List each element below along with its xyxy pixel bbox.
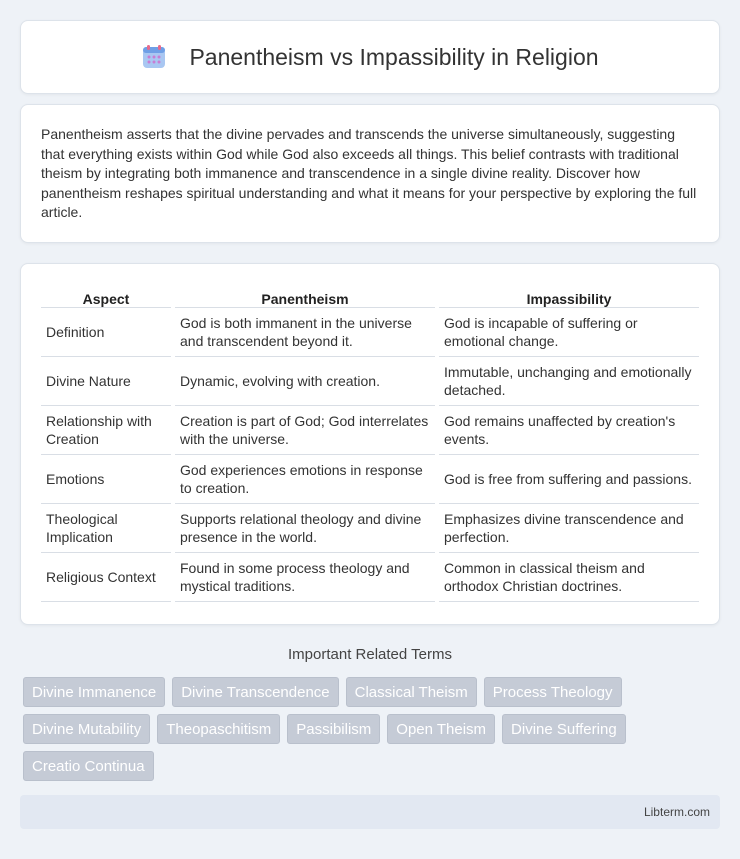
table-cell: Relationship with Creation: [41, 406, 171, 455]
related-term-tag[interactable]: Passibilism: [287, 714, 380, 744]
table-cell: God is both immanent in the universe and transcendent beyond it.: [175, 308, 435, 357]
column-header: Panentheism: [175, 284, 435, 308]
column-header: Aspect: [41, 284, 171, 308]
table-cell: Supports relational theology and divine presence in the world.: [175, 504, 435, 553]
footer-site-link[interactable]: Libterm.com: [643, 805, 710, 819]
table-cell: God is incapable of suffering or emotional change.: [439, 308, 699, 357]
related-term-tag[interactable]: Divine Suffering: [502, 714, 626, 744]
related-term-tag[interactable]: Classical Theism: [346, 677, 477, 707]
table-row: [41, 308, 699, 357]
column-header: Impassibility: [439, 284, 699, 308]
related-term-tag[interactable]: Open Theism: [387, 714, 495, 744]
table-cell: Divine Nature: [41, 357, 171, 406]
table-cell: God is free from suffering and passions.: [439, 455, 699, 504]
table-row: [41, 357, 699, 406]
related-term-tag[interactable]: Divine Transcendence: [172, 677, 338, 707]
related-term-tag[interactable]: Divine Immanence: [23, 677, 165, 707]
comparison-table: [37, 284, 703, 602]
table-cell: God experiences emotions in response to creation.: [175, 455, 435, 504]
table-cell: Immutable, unchanging and emotionally detached.: [439, 357, 699, 406]
related-term-tag[interactable]: Divine Mutability: [23, 714, 150, 744]
intro-text: Panentheism asserts that the divine pervades and transcends the universe simultaneously, suggesting that everything exists within God while God also exceeds all things. This belief contrasts with traditional theism by integrating both immanence and transcendence in a single divine reality. Discover how panentheism reshapes spiritual understanding and what it means for your perspective by exploring the full article.: [41, 126, 697, 221]
related-term-tag[interactable]: Process Theology: [484, 677, 622, 707]
footer: [20, 795, 720, 829]
calendar-icon: [141, 44, 167, 70]
table-cell: Creation is part of God; God interrelates with the universe.: [175, 406, 435, 455]
table-cell: Theological Implication: [41, 504, 171, 553]
related-terms-title: Important Related Terms: [288, 646, 452, 663]
comparison-table-card: [20, 263, 720, 625]
table-row: [41, 406, 699, 455]
table-row: [41, 455, 699, 504]
intro-card: [20, 104, 720, 243]
table-row: [41, 553, 699, 602]
table-cell: Definition: [41, 308, 171, 357]
table-header-row: [41, 284, 699, 308]
table-cell: Found in some process theology and mystical traditions.: [175, 553, 435, 602]
related-terms-list: [23, 677, 723, 781]
table-cell: Emphasizes divine transcendence and perfection.: [439, 504, 699, 553]
table-cell: Religious Context: [41, 553, 171, 602]
related-term-tag[interactable]: Creatio Continua: [23, 751, 154, 781]
header-card: [20, 20, 720, 94]
related-term-tag[interactable]: Theopaschitism: [157, 714, 280, 744]
table-cell: Dynamic, evolving with creation.: [175, 357, 435, 406]
page-title: Panentheism vs Impassibility in Religion: [189, 43, 599, 70]
table-cell: Common in classical theism and orthodox Christian doctrines.: [439, 553, 699, 602]
table-cell: Emotions: [41, 455, 171, 504]
table-row: [41, 504, 699, 553]
table-cell: God remains unaffected by creation's events.: [439, 406, 699, 455]
